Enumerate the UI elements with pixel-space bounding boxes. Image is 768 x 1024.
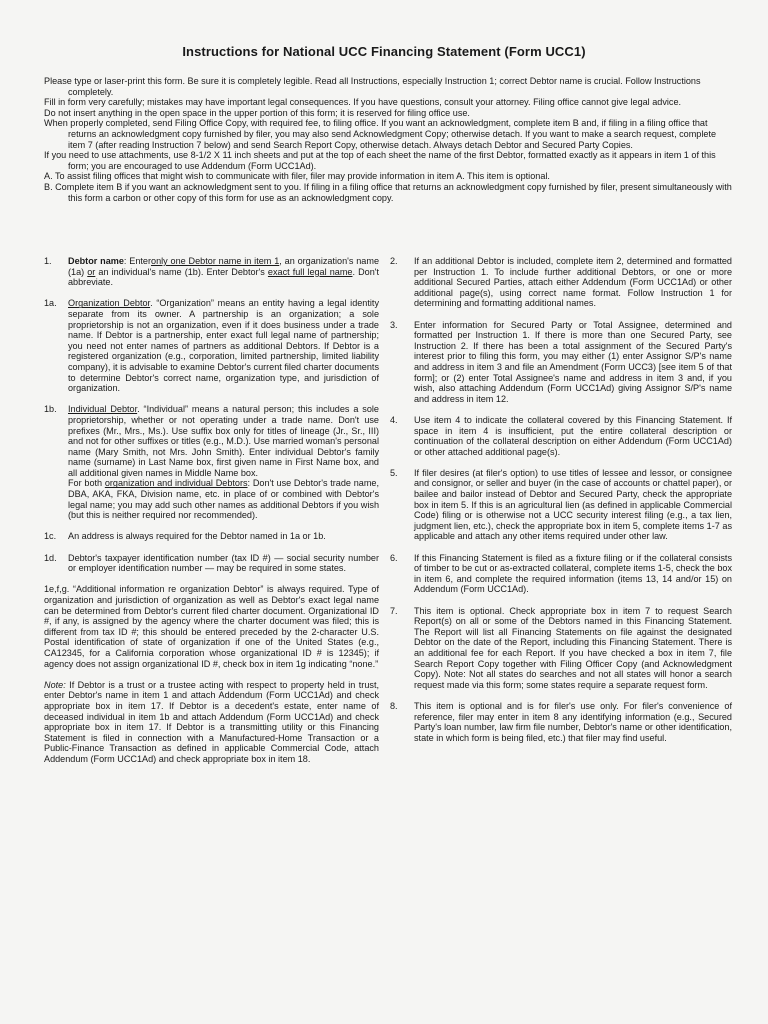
instruction-8 [390, 701, 732, 743]
item-number: 1b. [44, 404, 57, 415]
intro-paragraph: Fill in form very carefully; mistakes may have important legal consequences. If you have questions, consult your attorney. Filing office cannot give legal advice. [44, 97, 682, 108]
left-column [44, 256, 379, 765]
instruction-1b [44, 404, 379, 521]
instruction-1efg [44, 584, 379, 669]
item-label: Debtor name [68, 256, 124, 266]
item-number: 2. [390, 256, 398, 266]
item-label: Individual Debtor [68, 404, 138, 415]
instruction-2 [390, 256, 732, 309]
intro-paragraphs [44, 76, 734, 203]
item-text: : Enter [123, 256, 152, 266]
instruction-1d [44, 553, 379, 574]
note-paragraph [44, 680, 379, 765]
item-text: Debtor's taxpayer identification number (tax ID #) — social security number or employer identification number — may be required in some states. [68, 552, 379, 574]
instruction-5 [390, 468, 732, 542]
intro-paragraph: When properly completed, send Filing Office Copy, with required fee, to filing office. If you want an acknowledgment, complete item B and, if filing in a filing office that returns an acknowledgment copy furnished by filer, you may also send Acknowledgment Copy; otherwise detach. If you want to make a search request, complete item 7 (after reading Instruction 7 below) and send Search Report Copy, otherwise detach. Always detach Debtor and Secured Party Copies. [44, 118, 717, 150]
item-text: Use item 4 to indicate the collateral covered by this Financing Statement. If space in item 4 is insufficient, put the entire collateral description or continuation of the collateral description on either Addendum (Form UCC1Ad) or other attached additional page(s). [414, 414, 732, 457]
instruction-4 [390, 415, 732, 457]
item-number: 1c. [44, 531, 57, 542]
item-number: 8. [390, 700, 398, 711]
item-underlined-text: only one Debtor name in item 1 [151, 256, 280, 266]
item-underlined-text: or [87, 266, 96, 277]
item-number: 1. [44, 256, 52, 266]
intro-paragraph: Please type or laser-print this form. Be sure it is completely legible. Read all Instructions, especially Instruction 1; correct Debtor name is crucial. Follow Instructions completely. [44, 76, 701, 97]
item-text: If an additional Debtor is included, complete item 2, determined and formatted per Instruction 1. To include further additional Debtors, or one or more additional Secured Parties, attach either Addendum (Form UCC1Ad) or other additional page(s), using correct name format. Follow Instruction 1 for determining and formatting additional names. [414, 256, 732, 309]
intro-paragraph: Do not insert anything in the open space in the upper portion of this form; it is reserved for filing office use. [44, 107, 470, 118]
item-text: An address is always required for the Debtor named in 1a or 1b. [68, 531, 326, 542]
instruction-3 [390, 320, 732, 405]
item-text: , an organization's name (1a) [68, 256, 379, 277]
item-text: If filer desires (at filer's option) to use titles of lessee and lessor, or consignee and consignor, or seller and buyer (in the case of accounts or chattel paper), or bailee and bailor instead of Debtor and Secured Party, check the appropriate box in item 5. If this is an agricultural lien (as defined in applicable Commercial Code) filing or is otherwise not a UCC security interest filing (e.g., a tax lien, judgment lien, etc.), check the appropriate box in item 5, complete items 1-7 as applicable and attach any other items required under other law. [414, 467, 732, 542]
item-text: This item is optional. Check appropriate box in item 7 to request Search Report(s) on all or some of the Debtors named in this Financing Statement. The Report will list all Financing Statements on file against the designated Debtor on the date of the Report, including this Financing Statement. There is an additional fee for each Report. If you have checked a box in item 7, file Search Report Copy together with Filing Officer Copy (and Acknowledgment Copy). Note: Not all states do searches and not all states will honor a search request made via this form; some states require a separate request form. [414, 605, 732, 690]
instruction-1 [44, 256, 379, 288]
item-text: For both [68, 478, 105, 489]
item-number: 7. [390, 605, 398, 616]
item-text: Enter information for Secured Party or Total Assignee, determined and formatted per Instruction 1. If there is more than one Secured Party, see Instruction 2. If there has been a total assignment of the Secured Party's interest prior to filing this form, you may either (1) enter Assignor S/P's name and address in item 3 and file an Amendment (Form UCC3) [see item 5 of that form]; or (2) enter Total Assignee's name and address in item 3 and, if you wish, also attaching Addendum (Form UCC1Ad) giving Assignor S/P's name and address in item 12. [414, 319, 732, 404]
item-text: . “Organization” means an entity having a legal identity separate from its owner. A partnership is an organization; a sole proprietorship is not an organization, even if it does business under a trade name. If Debtor is a partnership, enter exact full legal name of partnership; you need not enter names of partners as additional Debtors. If Debtor is a registered organization (e.g., corporation, limited partnership, limited liability company), it is advisable to examine Debtor's current filed charter documents to determine Debtor's correct name, organization type, and jurisdiction of organization. [68, 298, 379, 394]
item-text: “Additional information re organization Debtor” is always required. Type of organization and jurisdiction of organization as well as Debtor's exact legal name can be determined from Debtor's current filed charter document. Organizational ID #, if any, is assigned by the agency where the charter document was filed; this is different from tax ID #; this should be entered preceded by the 2-character U.S. Postal identification of state of organization if one of the United States (e.g., CA12345, for a California corporation whose organizational ID # is 12345); if agency does not assign organizational ID #, check box in item 1g indicating “none.” [44, 584, 379, 669]
note-text: If Debtor is a trust or a trustee acting with respect to property held in trust, enter Debtor's name in item 1 and attach Addendum (Form UCC1Ad) and check appropriate box in item 17. If Debtor is a decedent's estate, enter name of deceased individual in item 1b and attach Addendum (Form UCC1Ad) and check appropriate box in item 17. If Debtor is a transmitting utility or this Financing Statement is filed in connection with a Manufactured-Home Transaction or a Public-Finance Transaction as defined in applicable Commercial Code, attach Addendum (Form UCC1Ad) and check appropriate box in item 18. [44, 679, 379, 764]
instruction-6 [390, 553, 732, 595]
item-number: 6. [390, 552, 398, 563]
instruction-7 [390, 606, 732, 691]
instruction-1a [44, 298, 379, 393]
item-text: If this Financing Statement is filed as a fixture filing or if the collateral consists of timber to be cut or as-extracted collateral, complete items 1-5, check the box in item 6, and complete the required information (items 13, 14 and/or 15) on Addendum (Form UCC1Ad). [414, 552, 732, 595]
item-number: 5. [390, 467, 398, 478]
item-underlined-text: organization and individual Debtors [104, 478, 248, 489]
item-number: 4. [390, 414, 398, 425]
item-number: 1e,f,g. [44, 584, 70, 595]
item-text: . “Individual” means a natural person; this includes a sole proprietorship, whether or not operating under a trade name. Don't use prefixes (Mr., Mrs., Ms.). Use suffix box only for titles of lineage (Jr., Sr., III) and not for other suffixes or titles (e.g., M.D.). Use married woman's personal name (Mary Smith, not Mrs. John Smith). Enter individual Debtor's family name (surname) in Last Name box, first given name in First Name box, and all additional given names in Middle Name box. [68, 404, 379, 478]
note-label: Note: [44, 679, 66, 690]
item-text: . Don't abbreviate. [68, 266, 380, 288]
item-number: 1a. [44, 298, 57, 309]
item-number: 3. [390, 319, 398, 330]
intro-paragraph: B. Complete item B if you want an acknowledgment sent to you. If filing in a filing office that returns an acknowledgment copy furnished by filer, present simultaneously with this form a carbon or other copy of this form for use as an acknowledgment copy. [44, 181, 732, 203]
intro-paragraph: If you need to use attachments, use 8-1/2 X 11 inch sheets and put at the top of each sheet the name of the first Debtor, formatted exactly as it appears in item 1 of this form; you are encouraged to use Addendum (Form UCC1Ad). [44, 150, 716, 171]
right-column [390, 256, 732, 754]
item-text: : Don't use Debtor's trade name, DBA, AKA, FKA, Division name, etc. in place of or combined with Debtor's legal name; you may add such other names as additional Debtors if you wish (but this is neither required nor recommended). [68, 478, 379, 521]
instruction-1c [44, 531, 379, 542]
page-title: Instructions for National UCC Financing Statement (Form UCC1) [182, 44, 586, 59]
item-text: an individual's name (1b). Enter Debtor's [95, 266, 268, 277]
intro-paragraph: A. To assist filing offices that might wish to communicate with filer, filer may provide information in item A. This item is optional. [44, 171, 550, 182]
item-text: This item is optional and is for filer's use only. For filer's convenience of reference, filer may enter in item 8 any identifying information (e.g., Secured Party's loan number, law firm file number, Debtor's name or other identification, state in which form is being filed, etc.) that filer may find useful. [414, 700, 732, 743]
item-number: 1d. [44, 552, 57, 563]
item-underlined-text: exact full legal name [267, 266, 353, 277]
item-label: Organization Debtor [68, 298, 151, 309]
both-debtors-paragraph [68, 478, 379, 520]
